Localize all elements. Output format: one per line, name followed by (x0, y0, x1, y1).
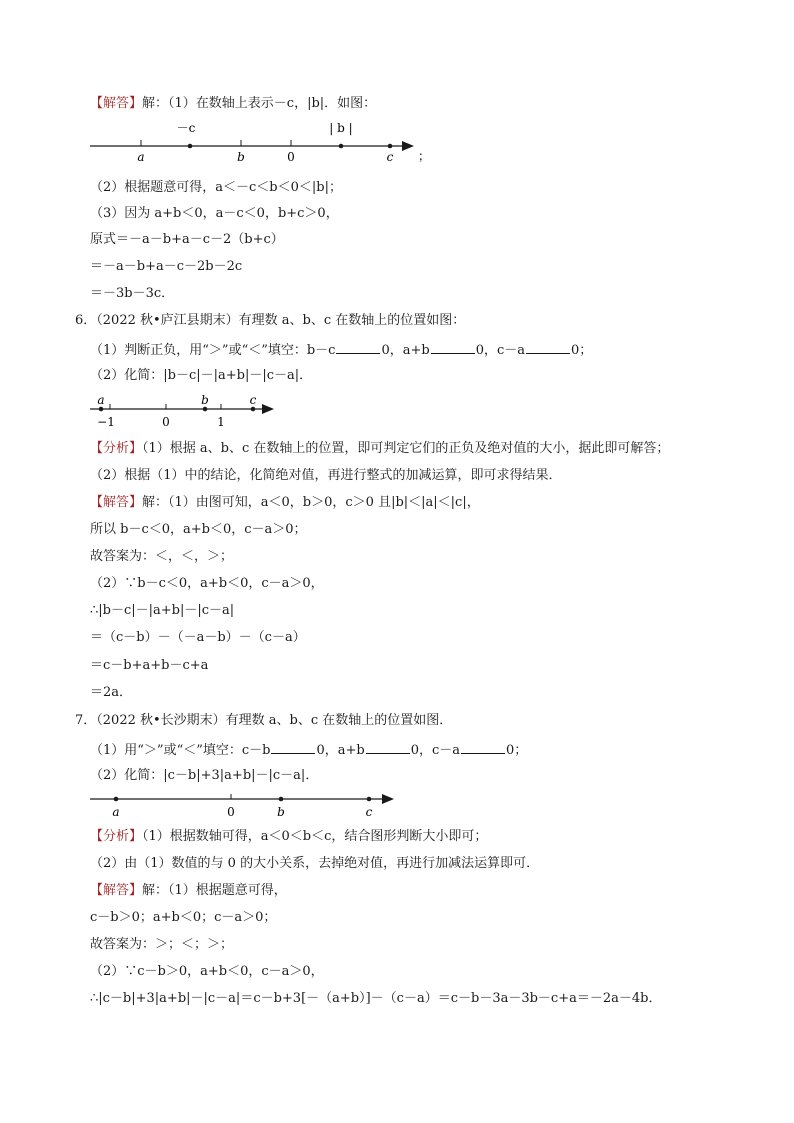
q7-analysis1 (90, 829, 487, 845)
axis-label-abs-b: | b | (329, 121, 353, 135)
axis-label-c: c (249, 393, 257, 407)
q6-part2: （2）化简：|b－c|－|a+b|－|c－a|． (90, 368, 313, 383)
q7-part1 (90, 741, 527, 759)
analysis-tag: 【分析】 (90, 829, 143, 844)
axis-label-neg-one: −1 (97, 415, 115, 429)
axis-label-b: b (277, 805, 285, 819)
q6-answer1 (90, 495, 480, 511)
q7-answer4: （2）∵c－b＞0，a+b＜0，c－a＞0， (90, 964, 324, 979)
number-line-q5 (88, 118, 431, 166)
q6-answer5: ∴|b－c|－|a+b|－|c－a| (90, 603, 235, 618)
q6-answer3: 故答案为：＜，＜，＞； (90, 549, 234, 564)
axis-label-c: c (365, 805, 373, 819)
axis-label-a: a (112, 805, 120, 819)
q6-answer2: 所以 b－c＜0，a+b＜0，c－a＞0； (90, 522, 307, 537)
blank-2 (366, 741, 410, 754)
q7-part1-text-a: （1）用“＞”或“＜”填空：c－b (90, 743, 271, 758)
axis-label-b: b (201, 393, 209, 407)
blank-1 (336, 341, 380, 354)
q6-part1-text-b: 0，a+b (381, 343, 430, 358)
blank-1 (271, 741, 315, 754)
q7-part2: （2）化简：|c－b|+3|a+b|－|c－a|． (90, 768, 319, 783)
q5-calc2: ＝－a－b+a－c－2b－2c (90, 259, 243, 274)
axis-label-neg-c: －c (176, 121, 196, 135)
axis-label-one: 1 (217, 415, 225, 429)
q7-answer5: ∴|c－b|+3|a+b|－|c－a|＝c－b+3[－（a+b）]－（c－a）＝c－b－3a－3b－c+a＝－2a－4b． (90, 991, 662, 1006)
q6-answer7: ＝c－b+a+b－c+a (90, 658, 209, 673)
q6-part1 (90, 341, 592, 359)
q7-part1-text-b: 0，a+b (316, 743, 365, 758)
q6-answer4: （2）∵b－c＜0，a+b＜0，c－a＞0， (90, 576, 324, 591)
q5-calc3: ＝－3b－3c． (90, 286, 175, 301)
blank-3 (526, 341, 570, 354)
q6-answer1-text: 解：（1）由图可知，a＜0，b＞0，c＞0 且|b|＜|a|＜|c|， (142, 495, 480, 510)
blank-2 (431, 341, 475, 354)
answer-tag: 【解答】 (90, 96, 143, 111)
answer-tag: 【解答】 (90, 883, 143, 898)
q7-answer2: c－b＞0；a+b＜0；c－a＞0； (90, 910, 277, 925)
axis-tail: ； (418, 149, 431, 163)
q6-part1-text-d: 0； (571, 343, 593, 358)
number-line-q7 (88, 788, 408, 824)
axis-label-zero: 0 (287, 150, 295, 164)
q7-analysis2: （2）由（1）数值的与 0 的大小关系，去掉绝对值，再进行加减法运算即可． (90, 856, 540, 871)
axis-label-b: b (237, 150, 245, 164)
axis-label-c: c (386, 150, 394, 164)
q7-part1-text-c: 0，c－a (410, 743, 461, 758)
answer-intro: 解：（1）在数轴上表示－c，|b|．如图： (142, 96, 377, 111)
q7-header: 7．（2022 秋•长沙期末）有理数 a、b、c 在数轴上的位置如图． (75, 713, 453, 728)
q5-step2: （2）根据题意可得，a＜－c＜b＜0＜|b|； (90, 180, 342, 195)
q6-analysis2: （2）根据（1）中的结论，化简绝对值，再进行整式的加减运算，即可求得结果． (90, 468, 562, 483)
q6-header: 6．（2022 秋•庐江县期末）有理数 a、b、c 在数轴上的位置如图： (75, 313, 466, 328)
answer-tag: 【解答】 (90, 495, 143, 510)
axis-label-a: a (137, 150, 145, 164)
q6-analysis1 (90, 441, 669, 457)
q7-answer3: 故答案为：＞；＜；＞； (90, 937, 234, 952)
q7-answer1-text: 解：（1）根据题意可得， (142, 883, 287, 898)
q6-part1-text-a: （1）判断正负，用“＞”或“＜”填空：b－c (90, 343, 336, 358)
axis-label-zero: 0 (227, 805, 235, 819)
q6-analysis1-text: （1）根据 a、b、c 在数轴上的位置，即可判定它们的正负及绝对值的大小，据此即可解答； (142, 441, 670, 456)
q5-step3: （3）因为 a+b＜0，a－c＜0，b+c＞0， (90, 206, 339, 221)
axis-label-a: a (97, 393, 105, 407)
q7-answer1 (90, 883, 287, 899)
axis-label-zero: 0 (162, 415, 170, 429)
q5-answer-line (90, 96, 376, 112)
analysis-tag: 【分析】 (90, 441, 143, 456)
q5-calc1: 原式＝－a－b+a－c－2（b+c） (90, 232, 284, 247)
q6-answer6: ＝（c－b）－（－a－b）－（c－a） (90, 630, 306, 645)
q6-part1-text-c: 0，c－a (475, 343, 526, 358)
number-line-q6 (88, 390, 288, 430)
q7-part1-text-d: 0； (506, 743, 528, 758)
q7-analysis1-text: （1）根据数轴可得，a＜0＜b＜c，结合图形判断大小即可； (142, 829, 488, 844)
blank-3 (461, 741, 505, 754)
q6-answer8: ＝2a． (90, 685, 133, 700)
